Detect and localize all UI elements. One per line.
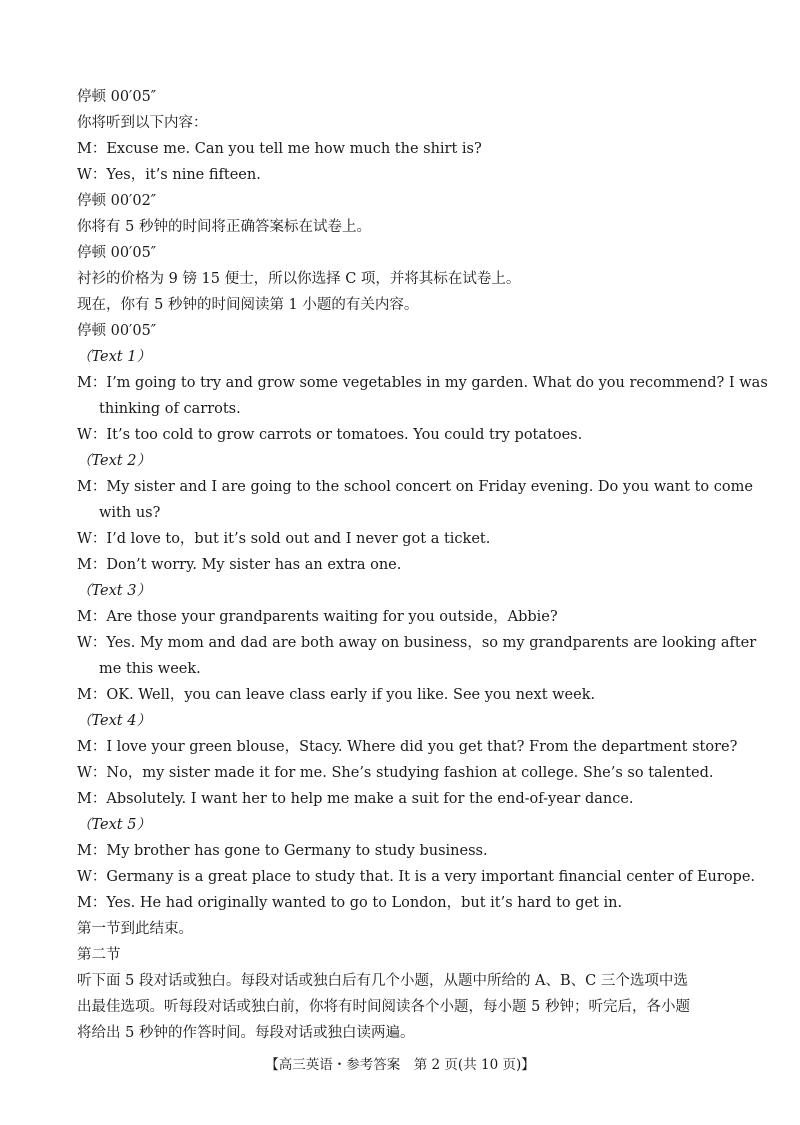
text-line: 将给出 5 秒钟的作答时间。每段对话或独白读两遍。: [77, 1025, 415, 1041]
text-line: 听下面 5 段对话或独白。每段对话或独白后有几个小题，从题中所给的 A、B、C 三个选项中选: [77, 973, 688, 989]
text-line: 第一节到此结束。: [77, 921, 193, 937]
continuation-line: me this week.: [99, 661, 201, 677]
text-line: 你将有 5 秒钟的时间将正确答案标在试卷上。: [77, 219, 371, 235]
text-line: W：No，my sister made it for me. She’s studying fashion at college. She’s so talented.: [77, 765, 714, 781]
section-label: （Text 3）: [77, 583, 151, 599]
document-body: [77, 84, 768, 1046]
text-line: M：Are those your grandparents waiting for you outside，Abbie?: [77, 609, 558, 625]
text-line: 停顿 00′05″: [77, 323, 157, 339]
text-line: 第二节: [77, 947, 121, 963]
text-line: M：Yes. He had originally wanted to go to London，but it’s hard to get in.: [77, 895, 623, 911]
text-line: M：Don’t worry. My sister has an extra one.: [77, 557, 402, 573]
text-line: 现在，你有 5 秒钟的时间阅读第 1 小题的有关内容。: [77, 297, 419, 313]
text-line: M：I love your green blouse，Stacy. Where did you get that? From the department store?: [77, 739, 738, 755]
text-line: M：Absolutely. I want her to help me make a suit for the end-of-year dance.: [77, 791, 634, 807]
text-line: M：I’m going to try and grow some vegetables in my garden. What do you recommend? I was: [77, 375, 768, 391]
text-line: 停顿 00′05″: [77, 245, 157, 261]
text-line: M：My sister and I are going to the school concert on Friday evening. Do you want to come: [77, 479, 753, 495]
text-line: 出最佳选项。听每段对话或独白前，你将有时间阅读各个小题，每小题 5 秒钟；听完后，各小题: [77, 999, 690, 1015]
section-label: （Text 2）: [77, 453, 151, 469]
continuation-line: thinking of carrots.: [99, 401, 241, 417]
text-line: M：Excuse me. Can you tell me how much the shirt is?: [77, 141, 482, 157]
text-line: W：Yes. My mom and dad are both away on business，so my grandparents are looking after: [77, 635, 757, 651]
text-line: M：OK. Well，you can leave class early if you like. See you next week.: [77, 687, 596, 703]
section-label: （Text 5）: [77, 817, 151, 833]
text-line: M：My brother has gone to Germany to study business.: [77, 843, 488, 859]
text-line: 停顿 00′05″: [77, 89, 157, 105]
page-footer: 【高三英语・参考答案 第 2 页(共 10 页)】: [265, 1057, 535, 1073]
text-line: 你将听到以下内容：: [77, 115, 208, 131]
text-line: 停顿 00′02″: [77, 193, 157, 209]
text-line: W：It’s too cold to grow carrots or tomatoes. You could try potatoes.: [77, 427, 583, 443]
continuation-line: with us?: [99, 505, 161, 521]
text-line: W：Yes，it’s nine fifteen.: [77, 167, 261, 183]
text-line: 衬衫的价格为 9 镑 15 便士，所以你选择 C 项，并将其标在试卷上。: [77, 271, 521, 287]
text-line: W：I’d love to，but it’s sold out and I never got a ticket.: [77, 531, 491, 547]
text-line: W：Germany is a great place to study that. It is a very important financial center of Europe.: [77, 869, 756, 885]
section-label: （Text 1）: [77, 349, 151, 365]
section-label: （Text 4）: [77, 713, 151, 729]
